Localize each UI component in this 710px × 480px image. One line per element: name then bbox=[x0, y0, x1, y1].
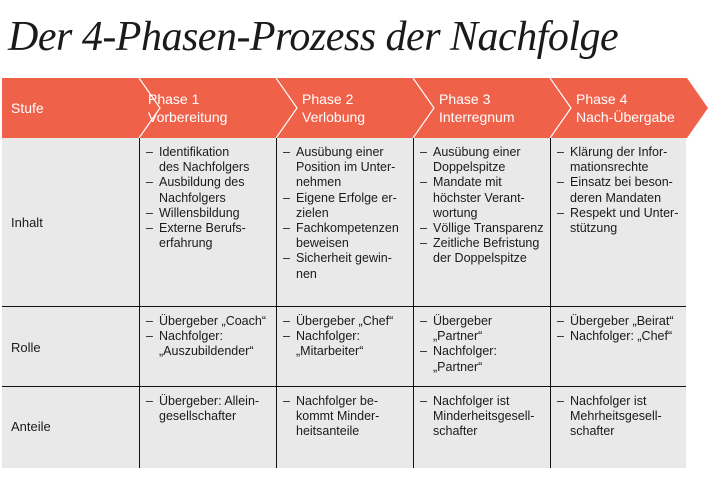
table-cell bbox=[146, 394, 259, 424]
list-item-text: Mandate mit höchster Verant- wortung bbox=[433, 175, 525, 220]
list-item-text: Übergeber „Partner“ bbox=[433, 314, 493, 344]
list-item bbox=[557, 329, 674, 344]
list-item-text: Übergeber: Allein- gesellschafter bbox=[159, 394, 260, 424]
list-item-text: Übergeber „Beirat“ bbox=[570, 314, 674, 328]
row-label-rolle: Rolle bbox=[11, 340, 41, 355]
phase-number: Phase 1 bbox=[148, 91, 200, 107]
column-divider bbox=[550, 138, 551, 468]
bullet-list bbox=[283, 145, 399, 282]
list-item bbox=[146, 175, 249, 205]
table-cell bbox=[283, 145, 399, 282]
header-phase-1 bbox=[148, 78, 227, 138]
bullet-list bbox=[283, 314, 393, 360]
list-item-text: Willensbildung bbox=[159, 205, 240, 220]
list-item-text: Nachfolger: „Auszubildender“ bbox=[159, 329, 254, 359]
bullet-list bbox=[557, 145, 678, 236]
list-item bbox=[283, 314, 393, 329]
row-divider bbox=[2, 306, 686, 307]
list-item-text: Klärung der Infor- mationsrechte bbox=[570, 145, 668, 175]
header-phase-3 bbox=[439, 78, 514, 138]
table-cell bbox=[420, 145, 543, 267]
phase-number: Phase 3 bbox=[439, 91, 491, 107]
list-item-text: Identifikation des Nachfolgers bbox=[159, 145, 250, 175]
column-divider bbox=[276, 138, 277, 468]
bullet-list bbox=[283, 394, 379, 440]
list-item bbox=[283, 329, 393, 359]
list-item-text: Nachfolger ist Mehrheitsgesell- schafter bbox=[570, 394, 662, 439]
page-title: Der 4-Phasen-Prozess der Nachfolge bbox=[8, 14, 619, 60]
list-item bbox=[283, 394, 379, 440]
list-item-text: Zeitliche Befristung der Doppelspitze bbox=[433, 236, 540, 266]
list-item-text: Externe Berufs- erfahrung bbox=[159, 221, 246, 251]
table-cell bbox=[420, 394, 534, 440]
list-item-text: Nachfolger: „Chef“ bbox=[570, 329, 673, 344]
list-item bbox=[283, 145, 399, 191]
bullet-list bbox=[146, 394, 259, 424]
column-divider bbox=[413, 138, 414, 468]
table-cell bbox=[557, 145, 678, 236]
table-cell bbox=[420, 314, 497, 375]
list-item bbox=[420, 394, 534, 440]
header-phase-4 bbox=[576, 78, 675, 138]
list-item bbox=[420, 344, 497, 374]
table-cell bbox=[146, 145, 249, 251]
list-item bbox=[557, 314, 674, 329]
list-item bbox=[146, 314, 266, 329]
list-item bbox=[146, 221, 249, 251]
bullet-list bbox=[420, 314, 497, 375]
list-item-text: Ausbildung des Nachfolgers bbox=[159, 175, 245, 205]
list-item bbox=[557, 394, 662, 440]
list-item bbox=[283, 221, 399, 251]
list-item-text: Nachfolger: „Mitarbeiter“ bbox=[296, 329, 364, 359]
list-item-text: Nachfolger: „Partner“ bbox=[433, 344, 497, 374]
phase-name: Verlobung bbox=[302, 109, 366, 125]
bullet-list bbox=[557, 314, 674, 344]
list-item-text: Übergeber „Chef“ bbox=[296, 314, 394, 328]
list-item bbox=[283, 251, 399, 281]
list-item bbox=[420, 145, 543, 175]
list-item-text: Sicherheit gewin- nen bbox=[296, 251, 392, 281]
header-phase-2 bbox=[302, 78, 365, 138]
list-item bbox=[557, 206, 678, 236]
list-item bbox=[146, 145, 249, 175]
header-stage-label: Stufe bbox=[11, 100, 44, 116]
phase-name: Nach-Übergabe bbox=[576, 109, 675, 125]
table-cell bbox=[557, 394, 662, 440]
header-stage-cell bbox=[11, 78, 44, 138]
list-item-text: Fachkompetenzen beweisen bbox=[296, 221, 399, 251]
bullet-list bbox=[146, 314, 266, 360]
list-item-text: Ausübung einer Doppelspitze bbox=[433, 145, 521, 175]
row-label-inhalt: Inhalt bbox=[11, 215, 43, 230]
list-item bbox=[146, 206, 249, 221]
list-item-text: Respekt und Unter- stützung bbox=[570, 205, 679, 236]
list-item bbox=[146, 394, 259, 424]
list-item-text: Nachfolger ist Minderheitsgesell- schafter bbox=[433, 394, 535, 439]
list-item bbox=[420, 314, 497, 344]
phase-name: Interregnum bbox=[439, 109, 515, 125]
list-item-text: Völlige Transparenz bbox=[433, 221, 544, 236]
row-label-anteile: Anteile bbox=[11, 419, 51, 434]
list-item bbox=[283, 191, 399, 221]
table-cell bbox=[146, 314, 266, 360]
phase-number: Phase 4 bbox=[576, 91, 628, 107]
bullet-list bbox=[557, 394, 662, 440]
list-item bbox=[557, 175, 678, 205]
list-item-text: Übergeber „Coach“ bbox=[159, 314, 266, 328]
list-item bbox=[420, 175, 543, 221]
phase-number: Phase 2 bbox=[302, 91, 354, 107]
bullet-list bbox=[146, 145, 249, 251]
list-item bbox=[557, 145, 678, 175]
list-item-text: Nachfolger be- kommt Minder- heitsanteile bbox=[296, 394, 380, 439]
table-cell bbox=[557, 314, 674, 344]
list-item-text: Eigene Erfolge er- zielen bbox=[296, 190, 397, 220]
phase-name: Vorbereitung bbox=[148, 109, 228, 125]
column-divider bbox=[139, 138, 140, 468]
list-item-text: Ausübung einer Position im Unter- nehmen bbox=[296, 145, 396, 190]
table-cell bbox=[283, 394, 379, 440]
list-item bbox=[146, 329, 266, 359]
bullet-list bbox=[420, 394, 534, 440]
list-item bbox=[420, 221, 543, 236]
list-item bbox=[420, 236, 543, 266]
row-divider bbox=[2, 386, 686, 387]
bullet-list bbox=[420, 145, 543, 267]
list-item-text: Einsatz bei beson- deren Mandaten bbox=[570, 175, 673, 205]
table-cell bbox=[283, 314, 393, 360]
